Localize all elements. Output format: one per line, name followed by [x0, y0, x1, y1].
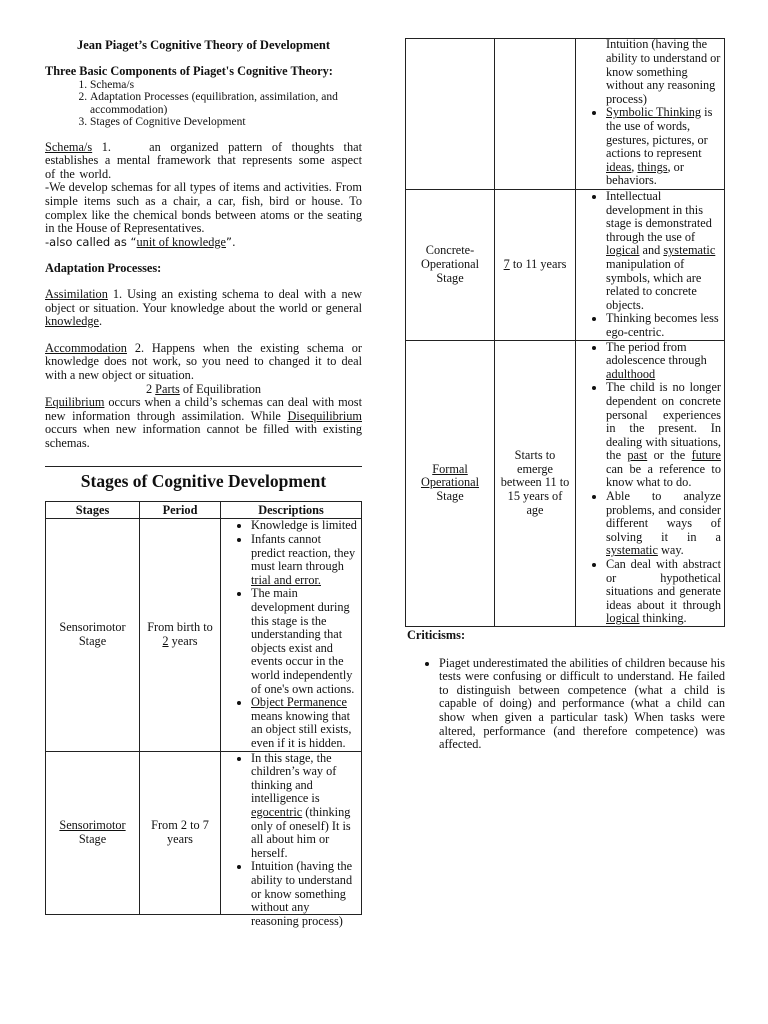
period-number: 7	[503, 256, 510, 271]
table-row-preoperational-continued	[406, 39, 725, 190]
assimilation-paragraph	[45, 288, 362, 329]
past-term: past	[627, 448, 648, 463]
desc-list	[225, 750, 358, 928]
criticisms-heading: Criticisms:	[407, 628, 466, 642]
item-text: The period from adolescence through	[606, 339, 707, 368]
list-item	[251, 752, 358, 861]
item-text: way.	[657, 543, 684, 558]
object-permanence-term: Object Permanence	[251, 695, 347, 710]
desc-list	[580, 37, 721, 188]
stage-suffix: Stage	[78, 831, 107, 846]
period-empty-cell	[495, 39, 576, 190]
accommodation-term: Accommodation	[45, 340, 127, 355]
unit-of-knowledge-term: unit of knowledge	[136, 234, 227, 249]
intuition-text-continued: Intuition (having the ability to understand or know something without any reasoning process)	[606, 37, 721, 106]
disequilibrium-text: occurs when new information cannot be filled with existing schemas.	[45, 422, 362, 450]
item-text: In this stage, the children’s way of thinking and intelligence is	[251, 750, 337, 806]
accommodation-paragraph	[45, 342, 362, 383]
criticisms-list	[405, 657, 725, 752]
item-text: can be a reference to know what to do.	[606, 461, 721, 490]
item-text: , or behaviors.	[606, 159, 684, 188]
schema-term: Schema/s	[45, 139, 93, 154]
schema-also-called	[45, 236, 362, 250]
parts-suffix: of Equilibration	[179, 381, 262, 396]
stages-title: Stages of Cognitive Development	[80, 471, 327, 492]
also-suffix: ”.	[226, 234, 236, 249]
list-item: • Thinking becomes less ego-centric.	[606, 312, 721, 339]
equilibrium-paragraph	[45, 396, 362, 450]
schema-definition-text: an organized pattern of thoughts that establishes a mental framework that represents some aspect of the world.	[45, 139, 362, 181]
table-header-row	[46, 502, 362, 519]
header-descriptions: Descriptions	[221, 502, 362, 519]
schema-number: 1.	[92, 139, 111, 154]
section-divider	[45, 466, 362, 467]
list-item: • Knowledge is limited	[251, 519, 358, 533]
desc-preoperational-part1	[221, 750, 362, 928]
period-suffix: to 11 years	[509, 256, 567, 271]
symbolic-thinking-term: Symbolic Thinking	[606, 105, 702, 120]
assimilation-text: 1. Using an existing schema to deal with a new object or situation. Your knowledge about the world or general	[45, 286, 362, 315]
desc-formal	[576, 340, 725, 626]
item-text: Able to analyze problems, and consider different ways of solving it in a	[606, 489, 721, 544]
item-text: (thinking only of oneself) It is all about him or herself.	[251, 804, 351, 860]
period-preoperational: From 2 to 7 years	[140, 751, 221, 915]
stage-concrete: Concrete-Operational Stage	[406, 190, 495, 341]
knowledge-term: knowledge	[45, 314, 99, 329]
list-item	[251, 696, 358, 750]
also-prefix: -also called as “	[45, 234, 137, 249]
logical-term: logical	[606, 243, 640, 258]
stage-term: Formal Operational	[420, 461, 480, 490]
desc-list	[580, 190, 721, 340]
item-text: The child is no longer dependent on concrete personal experiences in the present. In dealing with situations, the	[606, 380, 721, 463]
period-concrete	[495, 190, 576, 341]
left-column	[45, 38, 362, 928]
systematic-term: systematic	[663, 243, 716, 258]
stage-preoperational	[46, 751, 140, 915]
accommodation-text: 2. Happens when the existing schema or knowledge does not work, so you need to changed it to deal with a new object or situation.	[45, 340, 362, 382]
table-row-formal	[406, 340, 725, 626]
stage-empty-cell	[406, 39, 495, 190]
schema-examples: -We develop schemas for all types of items and activities. From simple items such as a chair, a car, fish, bird or house. To complex like the chemical bonds between atoms or the seating in the House of Representatives.	[45, 180, 362, 236]
list-item	[251, 859, 358, 928]
assimilation-end: .	[98, 314, 103, 329]
schema-definition	[45, 141, 362, 182]
right-column	[405, 38, 725, 752]
list-item	[606, 37, 721, 106]
desc-list	[225, 519, 358, 750]
list-item	[606, 190, 721, 312]
table-row-concrete	[406, 190, 725, 341]
equilibrium-text: occurs when a child’s schemas can deal with most new information through assimilation. While	[45, 395, 362, 423]
table-row-sensorimotor	[46, 519, 362, 751]
components-list	[45, 79, 362, 129]
item-text: thinking.	[639, 611, 687, 626]
period-sensorimotor	[140, 519, 221, 751]
period-formal: Starts to emerge between 11 to 15 years of age	[495, 340, 576, 626]
adulthood-term: adulthood	[606, 366, 656, 381]
item-text: Infants cannot predict reaction, they must learn through	[251, 532, 356, 574]
period-prefix: From birth to	[147, 620, 213, 635]
list-item	[606, 106, 721, 188]
list-item: • The main development during this stage is the understanding that objects exist and events occur in the world independently of one's own actions.	[251, 587, 358, 696]
intuition-continued	[606, 37, 721, 106]
component-item: 2. Adaptation Processes (equilibration, assimilation, and accommodation)	[90, 91, 362, 116]
desc-concrete	[576, 190, 725, 341]
equilibration-parts	[45, 383, 362, 397]
ideas-term: ideas	[606, 159, 632, 174]
assimilation-term: Assimilation	[45, 286, 108, 301]
item-text: and	[639, 243, 664, 258]
egocentric-term: egocentric	[251, 804, 303, 819]
stage-sensorimotor: Sensorimotor Stage	[46, 519, 140, 751]
equilibrium-term: Equilibrium	[45, 395, 105, 410]
things-term: things	[637, 159, 668, 174]
desc-list	[580, 341, 721, 626]
parts-term: Parts	[155, 381, 180, 396]
item-text: is the use of words, gestures, pictures, or actions to represent	[606, 105, 713, 161]
list-item	[251, 533, 358, 587]
intuition-text: Intuition (having the ability to understand or know something without any reasoning process)	[251, 859, 353, 928]
list-item	[606, 558, 721, 626]
item-text: manipulation of symbols, which are related to concrete objects.	[606, 256, 702, 312]
item-text: or the	[647, 448, 692, 463]
table-row-preoperational	[46, 751, 362, 915]
header-stages: Stages	[46, 502, 140, 519]
parts-prefix: 2	[145, 381, 156, 396]
components-heading: Three Basic Components of Piaget's Cognitive Theory:	[45, 64, 333, 78]
trial-and-error-term: trial and error.	[251, 572, 321, 587]
desc-sensorimotor	[221, 519, 362, 751]
item-text: Can deal with abstract or hypothetical situations and generate ideas about it through	[606, 557, 721, 612]
adaptation-heading: Adaptation Processes:	[45, 261, 162, 276]
list-item	[606, 341, 721, 382]
list-item: • Piaget underestimated the abilities of children because his tests were confusing or difficult to understand. He failed to distinguish between competence (what a child is capable of doing) and performance (what a child can show when given a particular task) When tasks were altered, performance (and therefore competence) was affected.	[439, 657, 725, 752]
header-period: Period	[140, 502, 221, 519]
stage-suffix: Stage	[436, 489, 464, 504]
systematic-term: systematic	[606, 543, 658, 558]
item-text: means knowing that an object still exists, even if it is hidden.	[251, 708, 352, 750]
disequilibrium-term: Disequilibrium	[287, 408, 362, 423]
document-title: Jean Piaget’s Cognitive Theory of Development	[76, 38, 331, 52]
stages-table-part2	[405, 38, 725, 627]
period-number: 2	[162, 634, 169, 649]
period-suffix: years	[168, 634, 198, 649]
desc-preoperational-part2	[576, 39, 725, 190]
stages-table-part1	[45, 501, 362, 928]
component-item: 1. Schema/s	[90, 79, 362, 92]
stage-formal	[406, 340, 495, 626]
stage-term: Sensorimotor	[59, 818, 126, 833]
list-item	[606, 490, 721, 558]
item-text: ,	[631, 159, 638, 174]
item-text: Intellectual development in this stage is demonstrated through the use of	[606, 189, 712, 244]
future-term: future	[691, 448, 721, 463]
logical-term: logical	[606, 611, 640, 626]
component-item: 3. Stages of Cognitive Development	[90, 116, 362, 129]
list-item	[606, 381, 721, 490]
